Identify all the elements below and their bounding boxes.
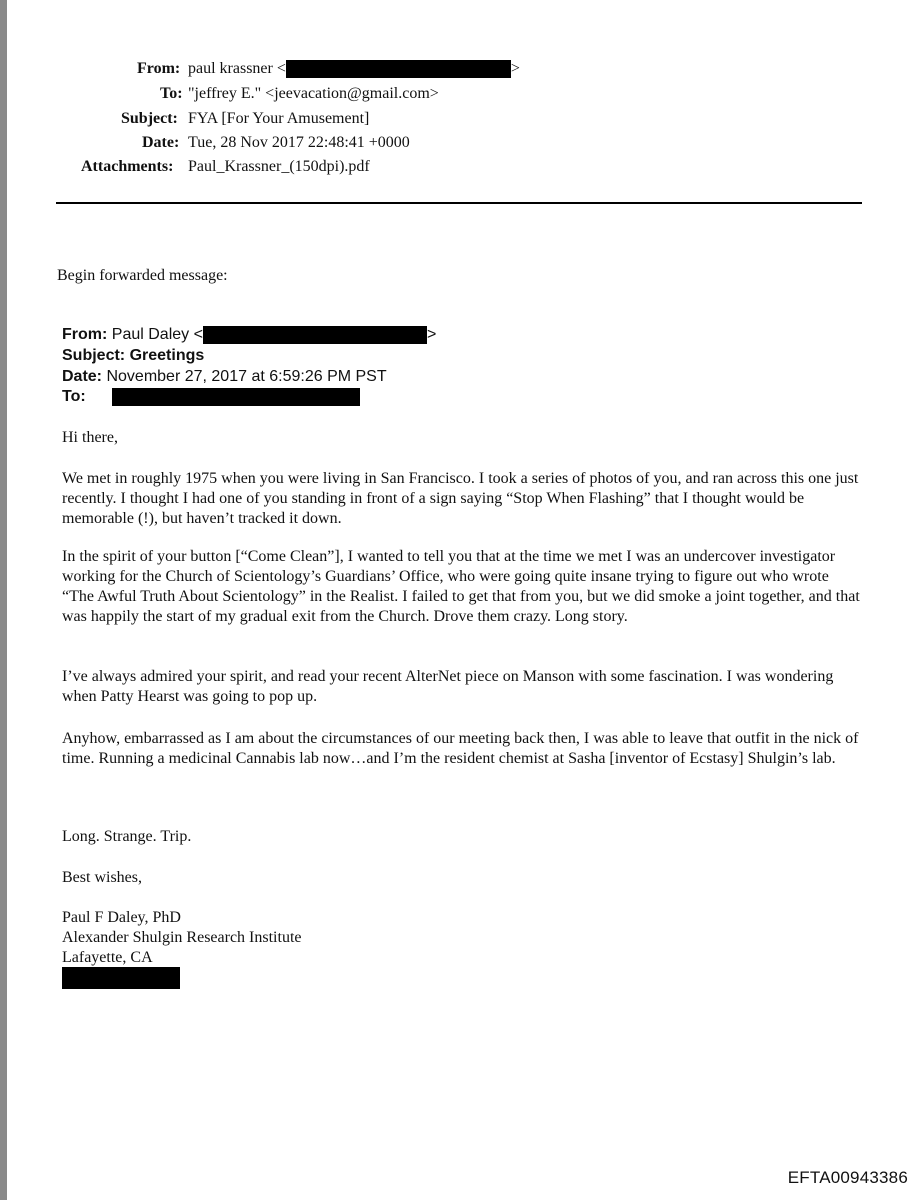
header-attachments-value: Paul_Krassner_(150dpi).pdf bbox=[188, 158, 370, 175]
body-closing: Best wishes, bbox=[62, 869, 142, 886]
body-paragraph-4: Anyhow, embarrassed as I am about the circumstances of our meeting back then, I was able to leave that outfit in the nick of time. Running a medicinal Cannabis lab now…and I’m the resident chemist at Sasha [inventor of Ecstasy] Shulgin’s lab. bbox=[62, 730, 859, 767]
header-date-value: Tue, 28 Nov 2017 22:48:41 +0000 bbox=[188, 134, 410, 151]
body-greeting: Hi there, bbox=[62, 429, 118, 446]
header-divider bbox=[56, 202, 862, 204]
header-from-close: > bbox=[510, 60, 520, 77]
forwarded-from-close: > bbox=[426, 326, 437, 343]
forwarded-from-value: Paul Daley < bbox=[111, 326, 203, 343]
header-attachments-row bbox=[0, 156, 700, 178]
redaction-box bbox=[112, 388, 360, 406]
header-date-label: Date: bbox=[142, 134, 180, 151]
forwarded-date-value: November 27, 2017 at 6:59:26 PM PST bbox=[106, 368, 387, 385]
header-from-name: paul krassner < bbox=[188, 60, 286, 77]
forwarded-to-row bbox=[62, 387, 360, 407]
body-paragraph-5: Long. Strange. Trip. bbox=[62, 828, 192, 845]
header-subject-value: FYA [For Your Amusement] bbox=[188, 110, 370, 127]
header-date-row bbox=[0, 132, 700, 154]
signature-location: Lafayette, CA bbox=[62, 949, 153, 966]
header-to-value: "jeffrey E." <jeevacation@gmail.com> bbox=[188, 85, 439, 102]
redaction-box bbox=[286, 60, 511, 78]
body-paragraph-3: I’ve always admired your spirit, and read your recent AlterNet piece on Manson with some fascination. I was wondering when Patty Hearst was going to pop up. bbox=[62, 668, 834, 705]
forwarded-subject-row bbox=[62, 346, 204, 366]
redaction-box bbox=[62, 967, 180, 989]
header-to-row bbox=[0, 83, 700, 105]
forwarded-date-label: Date: bbox=[62, 368, 103, 385]
body-paragraph-2: In the spirit of your button [“Come Clean”], I wanted to tell you that at the time we met I was an undercover investigator working for the Church of Scientology’s Guardians’ Office, who were going quite insane trying to figure out who wrote “The Awful Truth About Scientology” in the Realist. I failed to get that from you, but we did smoke a joint together, and that was happily the start of my gradual exit from the Church. Drove them crazy. Long story. bbox=[62, 548, 860, 625]
forwarded-subject-value: Greetings bbox=[129, 347, 205, 364]
header-attachments-label: Attachments: bbox=[81, 158, 174, 175]
forwarded-to-label: To: bbox=[62, 388, 86, 405]
body-paragraph-1: We met in roughly 1975 when you were living in San Francisco. I took a series of photos of you, and ran across this one just recently. I thought I had one of you standing in front of a sign saying “Stop When Flashing” that I thought would be memorable (!), but haven’t tracked it down. bbox=[62, 470, 859, 527]
forwarded-subject-label: Subject: bbox=[62, 347, 126, 364]
signature-name: Paul F Daley, PhD bbox=[62, 909, 181, 926]
signature-org: Alexander Shulgin Research Institute bbox=[62, 929, 302, 946]
forwarded-date-row bbox=[62, 367, 387, 387]
bates-number: EFTA00943386 bbox=[787, 1168, 908, 1187]
redaction-box bbox=[203, 326, 427, 344]
header-subject-row bbox=[0, 108, 700, 130]
forwarded-from-row bbox=[62, 325, 436, 345]
header-to-label: To: bbox=[160, 85, 183, 102]
header-subject-label: Subject: bbox=[121, 110, 178, 127]
forwarded-intro: Begin forwarded message: bbox=[57, 267, 228, 284]
header-from-label: From: bbox=[137, 60, 181, 77]
header-from-row bbox=[0, 58, 700, 80]
forwarded-from-label: From: bbox=[62, 326, 108, 343]
header-from-value bbox=[188, 58, 520, 80]
